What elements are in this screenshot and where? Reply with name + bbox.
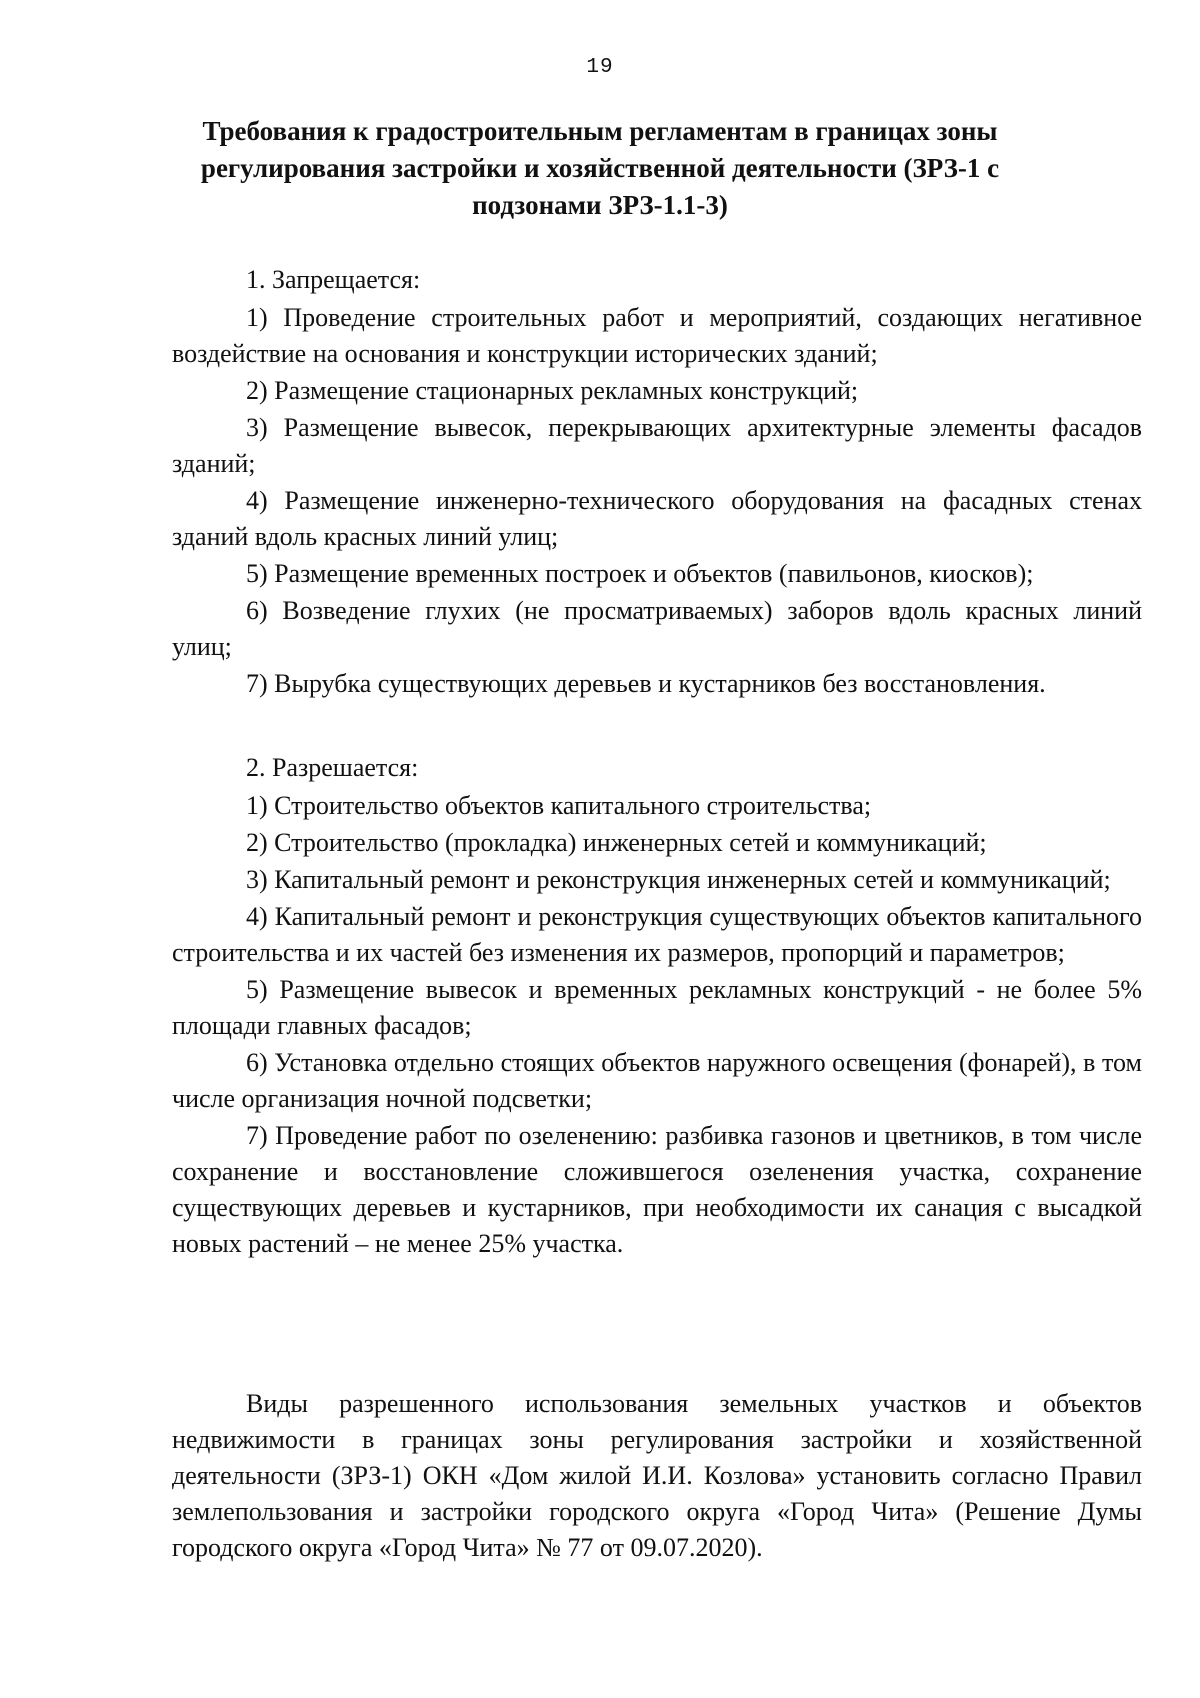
allowed-heading: 2. Разрешается: — [246, 753, 419, 782]
allowed-section — [172, 750, 1142, 1263]
title-line-3: подзонами ЗРЗ-1.1-3) — [472, 190, 728, 220]
page-number: 19 — [586, 56, 614, 79]
allowed-item-5: 5) Размещение вывесок и временных рекламных конструкций - не более 5% площади главных фасадов; — [172, 975, 1142, 1040]
closing-section — [172, 1386, 1142, 1566]
prohibited-item-5: 5) Размещение временных построек и объектов (павильонов, киосков); — [246, 559, 1034, 588]
allowed-item-1: 1) Строительство объектов капитального строительства; — [246, 791, 872, 820]
prohibited-item-1: 1) Проведение строительных работ и мероприятий, создающих негативное воздействие на основания и конструкции исторических зданий; — [172, 303, 1142, 368]
allowed-item-7: 7) Проведение работ по озеленению: разбивка газонов и цветников, в том числе сохранение и восстановление сложившегося озеленения участка, сохранение существующих деревьев и кустарников, при необходимости их санация с высадкой новых растений – не менее 25% участка. — [172, 1121, 1142, 1258]
allowed-item-3: 3) Капитальный ремонт и реконструкция инженерных сетей и коммуникаций; — [246, 865, 1111, 894]
document-title — [200, 113, 1000, 224]
prohibited-item-6: 6) Возведение глухих (не просматриваемых) заборов вдоль красных линий улиц; — [172, 596, 1142, 661]
closing-paragraph: Виды разрешенного использования земельных участков и объектов недвижимости в границах зоны регулирования застройки и хозяйственной деятельности (ЗРЗ-1) ОКН «Дом жилой И.И. Козлова» установить согласно Правил землепользования и застройки городского округа «Город Чита» (Решение Думы городского округа «Город Чита» № 77 от 09.07.2020). — [172, 1389, 1142, 1562]
prohibited-item-3: 3) Размещение вывесок, перекрывающих архитектурные элементы фасадов зданий; — [172, 413, 1142, 478]
allowed-item-6: 6) Установка отдельно стоящих объектов наружного освещения (фонарей), в том числе организация ночной подсветки; — [172, 1048, 1142, 1113]
title-line-2: регулирования застройки и хозяйственной деятельности (ЗРЗ-1 с — [200, 153, 1000, 183]
allowed-item-4: 4) Капитальный ремонт и реконструкция существующих объектов капитального строительства и их частей без изменения их размеров, пропорций и параметров; — [172, 902, 1142, 967]
title-line-1: Требования к градостроительным регламентам в границах зоны — [202, 116, 998, 146]
prohibited-heading: 1. Запрещается: — [246, 265, 421, 294]
prohibited-item-4: 4) Размещение инженерно-технического оборудования на фасадных стенах зданий вдоль красных линий улиц; — [172, 486, 1142, 551]
allowed-item-2: 2) Строительство (прокладка) инженерных сетей и коммуникаций; — [246, 828, 987, 857]
prohibited-section — [172, 262, 1142, 703]
prohibited-item-2: 2) Размещение стационарных рекламных конструкций; — [246, 376, 859, 405]
prohibited-item-7: 7) Вырубка существующих деревьев и кустарников без восстановления. — [246, 669, 1046, 698]
